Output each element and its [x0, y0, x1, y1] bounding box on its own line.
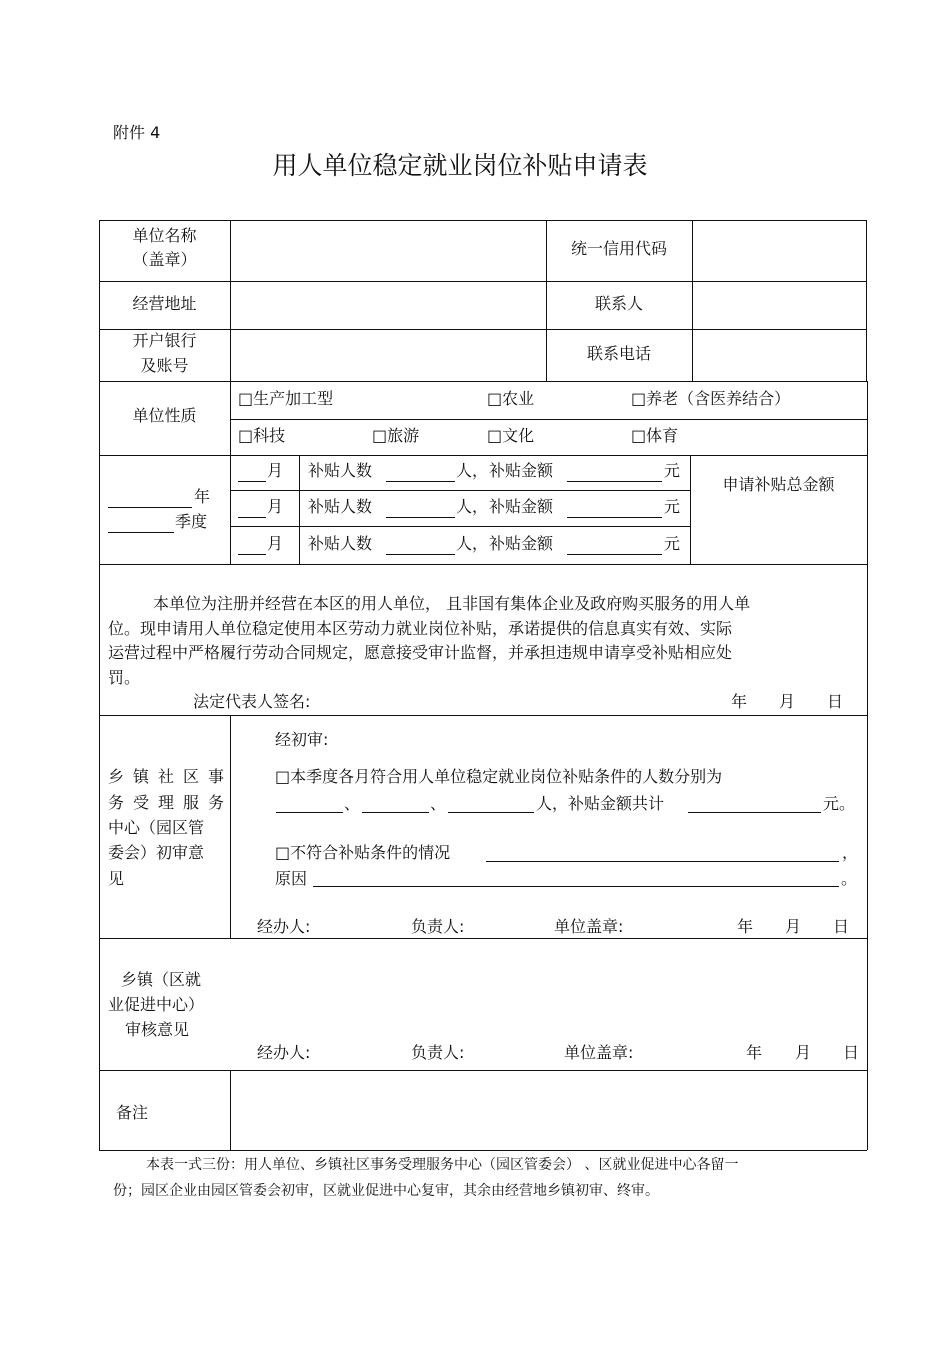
phone-label: 联系电话 — [586, 344, 651, 363]
month-blank[interactable] — [238, 481, 266, 482]
unit-name-field[interactable] — [231, 221, 545, 280]
date-year: 年 — [731, 692, 748, 711]
declaration-line-1: 本单位为注册并经营在本区的用人单位， 且非国有集体企业及政府购买服务的用人单 — [153, 594, 751, 613]
bank-field[interactable] — [231, 330, 545, 380]
contact-label: 联系人 — [594, 294, 643, 313]
reason-blank[interactable] — [313, 886, 839, 887]
phone-field[interactable] — [693, 330, 865, 380]
date-year: 年 — [746, 1043, 763, 1062]
quarter-suffix: 季度 — [175, 512, 208, 531]
count-blank-3[interactable] — [448, 812, 534, 813]
remarks-field[interactable] — [231, 1071, 866, 1149]
bank-label: 开户银行 — [132, 331, 197, 350]
responsible-label: 负责人: — [411, 917, 465, 936]
year-blank[interactable] — [108, 507, 192, 508]
people-label: 补贴人数 — [308, 497, 373, 516]
credit-code-label: 统一信用代码 — [570, 239, 667, 258]
people-blank[interactable] — [386, 554, 455, 555]
check-unqualified[interactable]: □不符合补贴条件的情况 — [275, 843, 451, 862]
date-day: 日 — [833, 917, 850, 936]
amount-unit: 元 — [664, 534, 681, 553]
district-review-label-1: 乡镇（区就 — [121, 970, 202, 989]
amount-label: 补贴金额 — [489, 534, 554, 553]
handler-label: 经办人: — [257, 1043, 311, 1062]
option-elderly-care[interactable]: □养老（含医养结合） — [631, 389, 791, 408]
amount-blank[interactable] — [567, 481, 662, 482]
total-amount-blank[interactable] — [688, 812, 821, 813]
date-month: 月 — [785, 917, 802, 936]
address-label: 经营地址 — [132, 294, 197, 313]
bank-account-label: 及账号 — [140, 356, 189, 375]
count-blank-1[interactable] — [276, 812, 343, 813]
count-blank-2[interactable] — [362, 812, 429, 813]
end-comma: ， — [842, 843, 859, 862]
contact-field[interactable] — [693, 282, 865, 328]
month-suffix: 月 — [267, 534, 284, 553]
option-agriculture[interactable]: □农业 — [487, 389, 535, 408]
amount-label: 补贴金额 — [489, 461, 554, 480]
date-year: 年 — [737, 917, 754, 936]
seal-label: 单位盖章: — [554, 917, 624, 936]
option-manufacturing[interactable]: □生产加工型 — [238, 389, 334, 408]
declaration-line-4: 罚。 — [108, 668, 141, 687]
unqualified-blank[interactable] — [486, 861, 839, 862]
amount-unit: 元 — [664, 461, 681, 480]
remarks-label: 备注 — [116, 1103, 149, 1122]
date-day: 日 — [827, 692, 844, 711]
check-qualified[interactable]: □本季度各月符合用人单位稳定就业岗位补贴条件的人数分别为 — [275, 767, 723, 786]
people-unit: 人， — [456, 534, 489, 553]
option-tourism[interactable]: □旅游 — [372, 426, 420, 445]
initial-review-label-3: 中心（园区管 — [108, 818, 205, 837]
unit-name-seal-label: （盖章） — [132, 250, 197, 269]
amount-unit: 元 — [664, 497, 681, 516]
people-unit: 人， — [456, 497, 489, 516]
handler-label: 经办人: — [257, 917, 311, 936]
people-label: 补贴人数 — [308, 534, 373, 553]
unit-name-label: 单位名称 — [132, 226, 197, 245]
month-suffix: 月 — [267, 497, 284, 516]
month-blank[interactable] — [238, 517, 266, 518]
address-field[interactable] — [231, 282, 545, 328]
separator-comma: 、 — [430, 794, 447, 813]
people-blank[interactable] — [386, 481, 455, 482]
initial-review-label-4: 委会）初审意 — [108, 843, 205, 862]
responsible-label: 负责人: — [411, 1043, 465, 1062]
amount-blank[interactable] — [567, 517, 662, 518]
footnote-line-2: 份；园区企业由园区管委会初审，区就业促进中心复审，其余由经营地乡镇初审、终审。 — [113, 1183, 659, 1199]
nature-label: 单位性质 — [132, 406, 197, 425]
form-title: 用人单位稳定就业岗位补贴申请表 — [272, 151, 648, 180]
total-amount-text: 人，补贴金额共计 — [536, 794, 665, 813]
date-day: 日 — [843, 1043, 860, 1062]
legal-rep-signature-label: 法定代表人签名: — [193, 692, 311, 711]
credit-code-field[interactable] — [693, 221, 865, 280]
district-review-label-3: 审核意见 — [125, 1020, 190, 1039]
footnote-line-1: 本表一式三份：用人单位、乡镇社区事务受理服务中心（园区管委会） 、区就业促进中心各留一 — [146, 1157, 739, 1173]
initial-review-label-5: 见 — [108, 869, 125, 888]
total-amount-label: 申请补贴总金额 — [722, 475, 835, 494]
reason-label: 原因 — [275, 869, 308, 888]
option-sports[interactable]: □体育 — [631, 426, 679, 445]
initial-review-heading: 经初审: — [275, 730, 329, 749]
date-month: 月 — [779, 692, 796, 711]
people-label: 补贴人数 — [308, 461, 373, 480]
year-suffix: 年 — [194, 487, 211, 506]
attachment-label: 附件 4 — [113, 123, 161, 142]
seal-label: 单位盖章: — [564, 1043, 634, 1062]
initial-review-label-2: 务受理服务 — [108, 793, 234, 812]
district-review-label-2: 业促进中心） — [108, 995, 205, 1014]
option-technology[interactable]: □科技 — [238, 426, 286, 445]
people-blank[interactable] — [386, 517, 455, 518]
initial-review-label-1: 乡镇社区事 — [108, 767, 234, 786]
yuan-suffix: 元。 — [823, 794, 856, 813]
month-suffix: 月 — [267, 461, 284, 480]
quarter-blank[interactable] — [108, 532, 174, 533]
people-unit: 人， — [456, 461, 489, 480]
month-blank[interactable] — [238, 554, 266, 555]
amount-label: 补贴金额 — [489, 497, 554, 516]
separator-comma: 、 — [344, 794, 361, 813]
declaration-line-3: 运营过程中严格履行劳动合同规定，愿意接受审计监督，并承担违规申请享受补贴相应处 — [108, 643, 733, 662]
amount-blank[interactable] — [567, 554, 662, 555]
option-culture[interactable]: □文化 — [487, 426, 535, 445]
declaration-line-2: 位。现申请用人单位稳定使用本区劳动力就业岗位补贴，承诺提供的信息真实有效、实际 — [108, 619, 733, 638]
end-period: 。 — [841, 869, 858, 888]
date-month: 月 — [795, 1043, 812, 1062]
